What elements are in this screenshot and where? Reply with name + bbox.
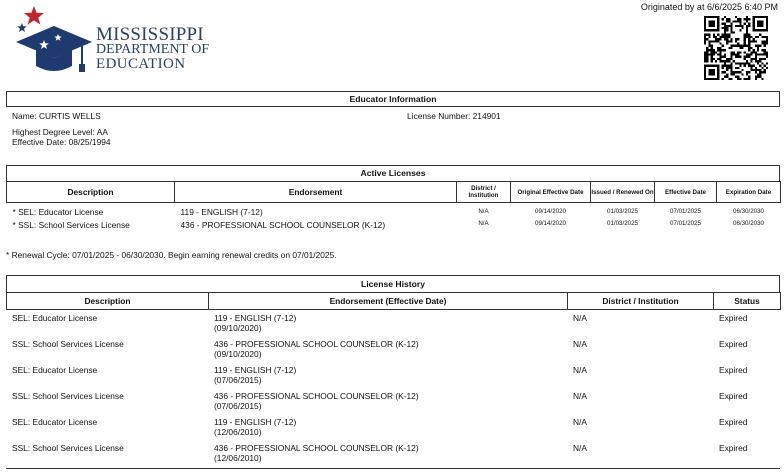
col-endorsement-effective: Endorsement (Effective Date) — [209, 293, 568, 310]
history-description: SEL: Educator License — [12, 365, 98, 375]
license-description: * SSL: School Services License — [12, 219, 130, 230]
history-row — [6, 443, 780, 467]
history-status: Expired — [719, 339, 748, 349]
history-row — [6, 339, 780, 363]
license-effective: 07/01/2025 — [670, 219, 701, 227]
org-name-line2: DEPARTMENT OF — [96, 42, 210, 57]
license-issued: 01/03/2025 — [607, 219, 638, 227]
history-endorsement: 119 - ENGLISH (7-12) — [214, 417, 297, 427]
history-status: Expired — [719, 313, 748, 323]
white-star-icon — [17, 23, 27, 32]
history-row — [6, 391, 780, 415]
history-district: N/A — [573, 365, 587, 375]
license-effective: 07/01/2025 — [670, 208, 701, 215]
col-description: Description — [7, 293, 209, 310]
license-endorsement: 436 - PROFESSIONAL SCHOOL COUNSELOR (K-12) — [180, 219, 386, 230]
highest-degree: Highest Degree Level: AA — [12, 127, 108, 137]
educator-name: Name: CURTIS WELLS — [12, 111, 101, 121]
license-district: N/A — [478, 219, 489, 227]
graduation-cap-icon — [16, 26, 92, 58]
history-description: SEL: Educator License — [12, 417, 98, 427]
license-issued: 01/03/2025 — [607, 208, 638, 215]
history-description: SSL: School Services License — [12, 339, 124, 349]
col-status: Status — [714, 293, 781, 310]
license-expiration: 06/30/2030 — [733, 208, 764, 215]
col-endorsement: Endorsement — [175, 182, 457, 203]
educator-effective-date: Effective Date: 08/25/1994 — [12, 137, 111, 147]
history-endorsement: 436 - PROFESSIONAL SCHOOL COUNSELOR (K-12) — [214, 391, 419, 401]
history-effective-date: (12/06/2010) — [214, 453, 262, 463]
renewal-cycle-note: * Renewal Cycle: 07/01/2025 - 06/30/2030. Begin earning renewal credits on 07/01/2025. — [6, 250, 337, 260]
license-original-effective: 09/14/2020 — [535, 219, 566, 227]
history-description: SSL: School Services License — [12, 443, 124, 453]
col-effective: Effective Date — [655, 182, 717, 203]
history-district: N/A — [573, 339, 587, 349]
license-description: * SEL: Educator License — [12, 207, 104, 217]
history-description: SEL: Educator License — [12, 313, 98, 323]
license-history-header: License History — [6, 275, 780, 293]
originated-timestamp: Originated by at 6/6/2025 6:40 PM — [640, 2, 778, 12]
history-effective-date: (07/06/2015) — [214, 401, 262, 411]
history-endorsement: 119 - ENGLISH (7-12) — [214, 365, 297, 375]
history-row — [6, 365, 780, 389]
history-endorsement: 436 - PROFESSIONAL SCHOOL COUNSELOR (K-12) — [214, 339, 419, 349]
history-status: Expired — [719, 391, 748, 401]
col-expiration: Expiration Date — [717, 182, 781, 203]
col-description: Description — [7, 182, 175, 203]
history-status: Expired — [719, 443, 748, 453]
history-effective-date: (07/06/2015) — [214, 375, 262, 385]
license-number: License Number: 214901 — [407, 111, 501, 121]
active-licenses-header: Active Licenses — [6, 165, 780, 182]
history-description: SSL: School Services License — [12, 391, 124, 401]
history-effective-date: (09/10/2020) — [214, 349, 262, 359]
history-status: Expired — [719, 365, 748, 375]
history-effective-date: (12/06/2010) — [214, 427, 262, 437]
page-bottom-rule — [6, 468, 780, 469]
table-row — [7, 219, 781, 234]
org-name-line1: MISSISSIPPI — [96, 24, 204, 45]
active-licenses-table — [6, 181, 781, 234]
history-district: N/A — [573, 313, 587, 323]
col-issued: Issued / Renewed On — [591, 182, 655, 203]
qr-code-icon — [704, 16, 768, 80]
history-effective-date: (09/10/2020) — [214, 323, 262, 333]
active-licenses-header-row — [7, 182, 781, 203]
table-row — [7, 203, 781, 219]
history-row — [6, 313, 780, 337]
col-original-effective: Original Effective Date — [511, 182, 591, 203]
col-district: District / Institution — [568, 293, 714, 310]
history-status: Expired — [719, 417, 748, 427]
history-row — [6, 417, 780, 441]
educator-info-header: Educator Information — [6, 91, 780, 107]
history-district: N/A — [573, 443, 587, 453]
license-history-header-row — [7, 293, 781, 310]
license-history-table — [6, 292, 781, 310]
history-endorsement: 119 - ENGLISH (7-12) — [214, 313, 297, 323]
license-original-effective: 09/14/2020 — [535, 208, 566, 215]
history-endorsement: 436 - PROFESSIONAL SCHOOL COUNSELOR (K-12) — [214, 443, 419, 453]
history-district: N/A — [573, 417, 587, 427]
red-star-icon — [24, 6, 44, 25]
col-district: District / Institution — [457, 182, 511, 203]
license-expiration: 06/30/2030 — [733, 219, 764, 227]
org-name-line3: EDUCATION — [96, 56, 186, 72]
license-endorsement: 119 - ENGLISH (7-12) — [180, 207, 263, 217]
license-district: N/A — [478, 208, 489, 215]
history-district: N/A — [573, 391, 587, 401]
